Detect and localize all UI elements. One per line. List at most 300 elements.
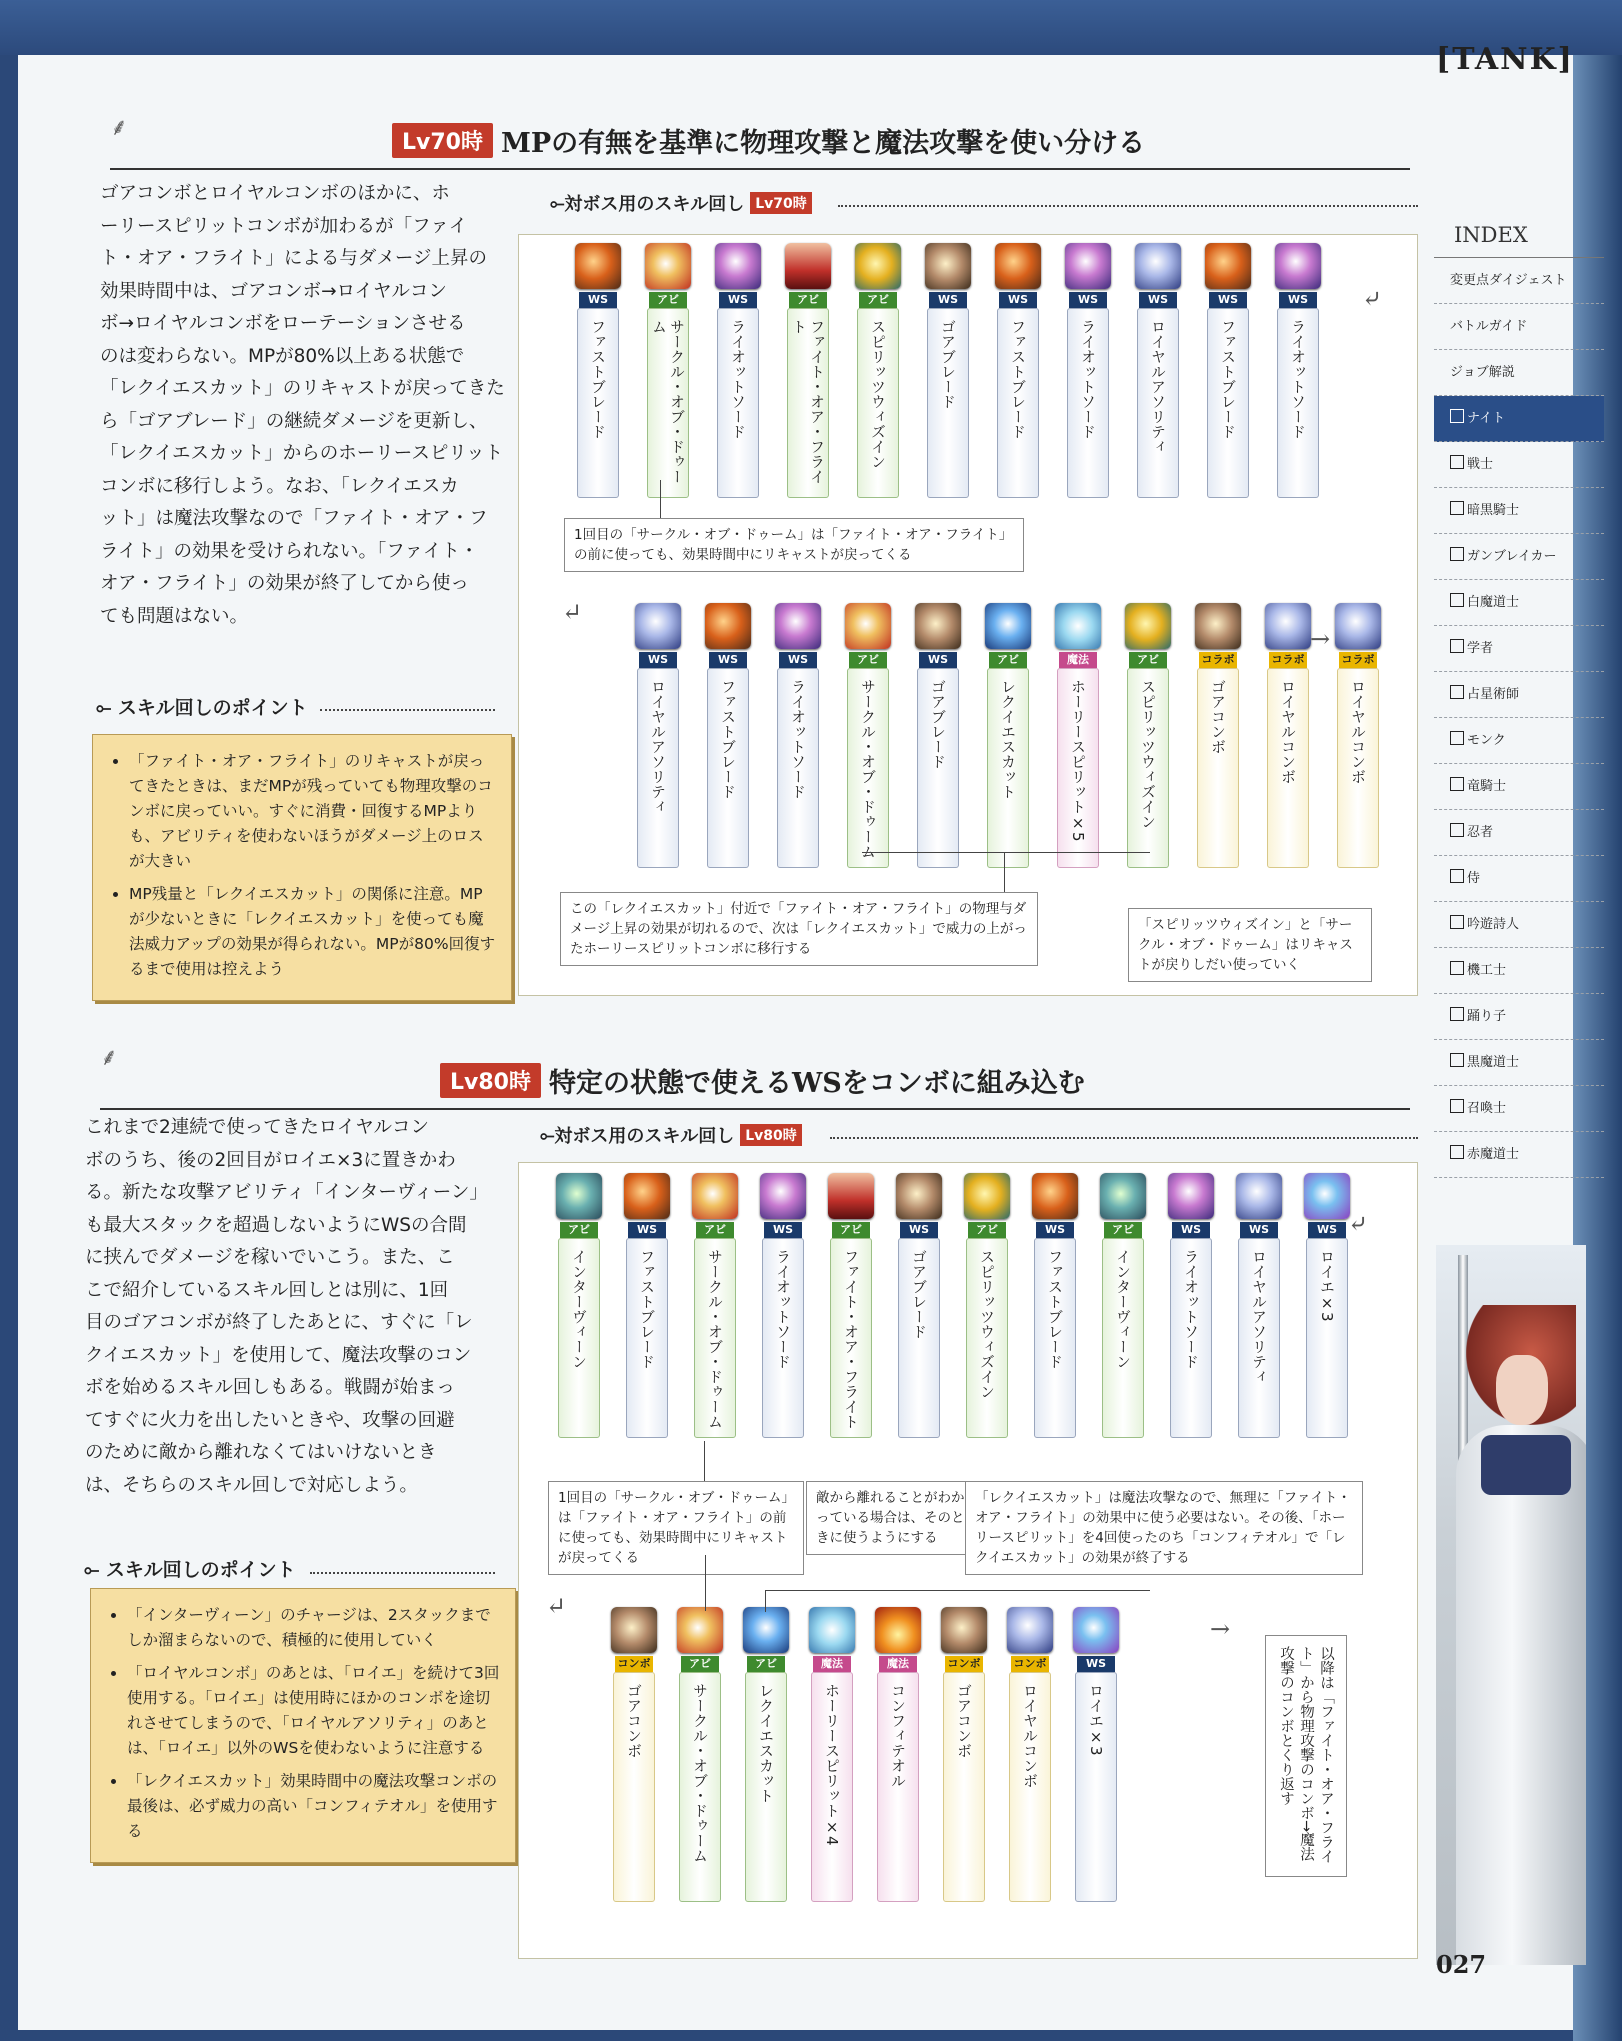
lv80-connector-1 [704,1441,705,1481]
skill-name-bar [647,308,689,498]
skill-card [572,243,624,498]
lv70-connector-3 [1004,852,1005,892]
skill-name-bar [1067,308,1109,498]
requiescat-icon [985,603,1031,649]
index-item[interactable] [1434,1132,1604,1178]
skill-name-bar [1127,668,1169,868]
skill-name: ファイト・オア・フライト [790,319,826,484]
skill-type-tag: コラボ [1199,652,1237,668]
skill-name-bar [1238,1238,1280,1438]
skill-card [1070,1607,1122,1902]
page-number: 027 [1436,1950,1487,1979]
job-icon [1450,1007,1464,1021]
skill-name: ゴアブレード [929,679,947,769]
royal-authority-icon [635,603,681,649]
skill-name: ファストブレード [1009,319,1027,439]
skill-name-bar [1306,1238,1348,1438]
skill-card [852,243,904,498]
skill-type-tag: WS [1172,1222,1210,1238]
skill-name: ロイエ×3 [1318,1249,1336,1322]
skill-card [842,603,894,868]
index-item[interactable] [1434,902,1604,948]
skill-card [1122,603,1174,868]
riot-blade-icon [760,1173,806,1219]
flourish-ornament-icon: ⸙ [110,113,128,141]
skill-name: ファストブレード [1046,1249,1064,1369]
skill-name-bar [1009,1672,1051,1902]
goring-blade-icon [896,1173,942,1219]
skill-card [1272,243,1324,498]
paragraph-line: ボのうち、後の2回目がロイエ×3に置きかわ [85,1149,456,1171]
index-item-label: バトルガイド [1450,319,1528,334]
arrow-start-icon: ↵ [546,1592,567,1620]
skill-card [1029,1173,1081,1438]
skill-name: サークル・オブ・ドゥーム [706,1249,724,1429]
goring-combo-icon [941,1607,987,1653]
atonement-icon [1073,1607,1119,1653]
paragraph-line: に挟んでダメージを稼いでいこう。また、こ [85,1247,455,1268]
skill-type-tag: WS [1069,292,1107,308]
job-icon [1450,869,1464,883]
index-item[interactable] [1434,488,1604,534]
index-item-label: ナイト [1467,411,1506,426]
job-icon [1450,777,1464,791]
skill-name-bar [694,1238,736,1438]
lv80-points-divider [310,1572,495,1575]
index-item[interactable] [1434,994,1604,1040]
index-item[interactable] [1434,856,1604,902]
skill-name: ファストブレード [589,319,607,439]
job-icon [1450,455,1464,469]
intervene-icon [1100,1173,1146,1219]
skill-card [1097,1173,1149,1438]
paragraph-line: 「レクイエスカット」からのホーリースピリット [100,443,504,464]
face-shape [1496,1355,1548,1425]
skill-name: コンフィテオル [889,1683,907,1788]
skill-type-tag: WS [1077,1656,1115,1672]
skill-type-tag: WS [1308,1222,1346,1238]
skill-card [757,1173,809,1438]
paragraph-line: る。新たな攻撃アビリティ「インターヴィーン」 [85,1182,488,1203]
skill-name-bar [830,1238,872,1438]
paragraph-line: てすぐに火力を出したいときや、攻撃の回避 [85,1409,455,1431]
skill-type-tag: アビ [1129,652,1167,668]
skill-type-tag: アビ [681,1656,719,1672]
armor-shape [1456,1425,1586,1965]
skill-type-tag: WS [779,652,817,668]
arrow-start-icon: ↵ [562,598,583,626]
skill-name-bar [927,308,969,498]
lv80-badge: Lv80時 [440,1063,541,1098]
skill-type-tag: コンボ [1011,1656,1049,1672]
index-item-label: 暗黒騎士 [1467,503,1520,518]
skill-name-bar [558,1238,600,1438]
job-icon [1450,409,1464,423]
index-item-label: 召喚士 [1467,1101,1507,1116]
lv70-divider [110,168,1410,170]
skill-type-tag: アビ [849,652,887,668]
index-item[interactable] [1434,396,1604,442]
job-icon [1450,1145,1464,1159]
job-icon [1450,823,1464,837]
lv80-final-note-text: 以降は「ファイト・オア・フライト」から物理攻撃のコンボ→魔法攻撃のコンボとくり返す [1278,1646,1334,1864]
skill-name: スピリッツウィズイン [978,1249,996,1399]
skill-card [632,603,684,868]
skill-type-tag: アビ [968,1222,1006,1238]
paragraph-line: ット」は魔法攻撃なので「ファイト・オア・フ [100,508,488,529]
skill-card [642,243,694,498]
royal-combo-icon [1335,603,1381,649]
skill-name: ゴアコンボ [625,1683,643,1758]
index-item[interactable] [1434,948,1604,994]
skill-type-tag: 魔法 [879,1656,917,1672]
skill-card [1301,1173,1353,1438]
skill-type-tag: アビ [696,1222,734,1238]
skill-type-tag: WS [900,1222,938,1238]
job-icon [1450,961,1464,975]
skill-name: ライオットソード [1079,319,1097,439]
spirits-within-icon [855,243,901,289]
skill-name: ゴアブレード [939,319,957,409]
skill-name: ファストブレード [1219,319,1237,439]
skill-name: ライオットソード [774,1249,792,1369]
skill-name-bar [1102,1238,1144,1438]
index-item[interactable] [1434,626,1604,672]
skill-card [961,1173,1013,1438]
skill-name-bar [577,308,619,498]
lv70-body-text [100,178,510,633]
page-top-border [0,0,1622,55]
point-item: • 「ファイト・オア・フライト」のリキャストが戻ってきたときは、まだMPが残っていても物理攻撃のコンボに戻っていい。すぐに消費・回復するMPよりも、アビリティを使わないほうがダメージ上のロスが大きい [129,749,497,874]
index-item-label: 忍者 [1467,825,1494,840]
paragraph-line: ト・オア・フライト」による与ダメージ上昇の [100,248,488,269]
circle-of-scorn-icon [845,603,891,649]
job-icon [1450,501,1464,515]
skill-card [674,1607,726,1902]
skill-name-bar [745,1672,787,1902]
skill-type-tag: アビ [989,652,1027,668]
skill-name: サークル・オブ・ドゥーム [691,1683,709,1863]
collar-shape [1481,1435,1571,1495]
index-list [1434,258,1604,1178]
skill-type-tag: WS [1279,292,1317,308]
skill-name-bar [943,1672,985,1902]
paragraph-line: こで紹介しているスキル回しとは別に、1回 [85,1279,449,1301]
skill-card [702,603,754,868]
skill-name: ロイヤルコンボ [1349,679,1367,784]
paragraph-line: ても問題はない。 [100,605,249,627]
lv80-body-text [85,1112,500,1502]
fast-blade-icon [575,243,621,289]
lv80-points-box [90,1588,516,1863]
lv80-callout-2: 敵から離れることがわかっている場合は、そのときに使うようにする [806,1481,976,1555]
skill-name-bar [613,1672,655,1902]
riot-blade-icon [1275,243,1321,289]
index-item-label: 機工士 [1467,963,1507,978]
lv70-rotation-divider [838,205,1418,208]
skill-name-bar [857,308,899,498]
index-item[interactable] [1434,258,1604,304]
goring-combo-icon [1195,603,1241,649]
skill-type-tag: アビ [789,292,827,308]
skill-name: ロイエ×3 [1087,1683,1105,1756]
index-item[interactable] [1434,718,1604,764]
paragraph-line: 効果時間中は、ゴアコンボ→ロイヤルコン [100,280,447,302]
skill-card [740,1607,792,1902]
lv80-callout-1: 1回目の「サークル・オブ・ドゥーム」は「ファイト・オア・フライト」の前に使っても、効果時間中にリキャストが戻ってくる [548,1481,804,1575]
skill-name: ライオットソード [1289,319,1307,439]
skill-type-tag: コラボ [1269,652,1307,668]
lv80-rotation-heading: ⟜ 対ボス用のスキル回し Lv80時 [540,1122,802,1148]
skill-type-tag: アビ [560,1222,598,1238]
paladin-character-illustration [1436,1245,1586,1965]
index-item[interactable] [1434,672,1604,718]
fast-blade-icon [995,243,1041,289]
skill-name-bar [917,668,959,868]
index-item[interactable] [1434,1040,1604,1086]
skill-card [825,1173,877,1438]
paragraph-line: も最大スタックを超過しないようにWSの合間 [85,1214,467,1236]
lv70-connector-1 [660,480,661,520]
skill-card [553,1173,605,1438]
skill-name-bar [877,1672,919,1902]
skill-name: ライオットソード [729,319,747,439]
holy-spirit-icon [1055,603,1101,649]
job-icon [1450,593,1464,607]
paragraph-line: ボ→ロイヤルコンボをローテーションさせる [100,313,466,334]
spirits-within-icon [964,1173,1010,1219]
skill-card [689,1173,741,1438]
skill-name: ファストブレード [719,679,737,799]
skill-card [922,243,974,498]
skill-name-bar [762,1238,804,1438]
skill-name-bar [777,668,819,868]
point-item: • 「インターヴィーン」のチャージは、2スタックまでしか溜まらないので、積極的に使用していく [127,1603,501,1653]
skill-type-tag: WS [1209,292,1247,308]
skill-name-bar [1075,1672,1117,1902]
skill-name: スピリッツウィズイン [869,319,887,469]
skill-name: ファイト・オア・フライト [842,1249,860,1429]
skill-card [621,1173,673,1438]
index-item[interactable] [1434,350,1604,396]
skill-name: サークル・オブ・ドゥーム [859,679,877,859]
index-item[interactable] [1434,534,1604,580]
skill-name: ホーリースピリット×4 [823,1683,841,1846]
skill-type-tag: WS [1240,1222,1278,1238]
riot-blade-icon [775,603,821,649]
fast-blade-icon [624,1173,670,1219]
skill-name: ゴアブレード [910,1249,928,1339]
skill-name: ファストブレード [638,1249,656,1369]
lv70-callout-3: 「スピリッツウィズイン」と「サークル・オブ・ドゥーム」はリキャストが戻りしだい使っていく [1128,908,1372,982]
confiteor-icon [875,1607,921,1653]
skill-type-tag: アビ [859,292,897,308]
skill-name-bar [1137,308,1179,498]
skill-name: ライオットソード [789,679,807,799]
spirits-within-icon [1125,603,1171,649]
atonement-icon [1304,1173,1350,1219]
index-item-label: 竜騎士 [1467,779,1507,794]
skill-card [1004,1607,1056,1902]
index-item-label: 侍 [1467,871,1481,886]
skill-name: ロイヤルアソリティ [1149,319,1167,454]
skill-card [938,1607,990,1902]
index-item[interactable] [1434,442,1604,488]
paragraph-line: のために敵から離れなくてはいけないとき [85,1442,437,1463]
skill-card [608,1607,660,1902]
skill-name-bar [1207,308,1249,498]
index-item-label: 黒魔道士 [1467,1055,1520,1070]
lv70-points-box [92,734,512,1001]
lv80-connector-2 [705,1555,706,1611]
index-item[interactable] [1434,580,1604,626]
arrow-right-icon: → [1310,625,1331,653]
paragraph-line: ライト」の効果を受けられない。「ファイト・ [100,540,479,562]
skill-card [1332,603,1384,868]
index-item[interactable] [1434,764,1604,810]
index-item[interactable] [1434,1086,1604,1132]
lv80-rotation-divider [830,1137,1418,1140]
skill-type-tag: WS [999,292,1037,308]
goring-blade-icon [925,243,971,289]
lv70-points-divider [320,709,495,712]
skill-card [872,1607,924,1902]
fight-or-flight-icon [785,243,831,289]
circle-of-scorn-icon [645,243,691,289]
job-icon [1450,547,1464,561]
lv80-points-heading: ⟜ スキル回しのポイント [84,1559,296,1581]
section-tag: [TANK] [1436,42,1574,77]
paragraph-line: 「レクイエスカット」のリキャストが戻ってきた [100,378,505,399]
skill-type-tag: アビ [832,1222,870,1238]
lv70-connector-2 [862,852,1150,853]
lv70-badge: Lv70時 [392,123,493,158]
index-item-label: 学者 [1467,641,1494,656]
point-item: • MP残量と「レクイエスカット」の関係に注意。MPが少ないときに「レクイエスカット」を使っても魔法威力アップの効果が得られない。MPが80%回復するまで使用は控えよう [129,882,497,982]
skill-name: インターヴィーン [1114,1249,1132,1369]
index-item-label: 吟遊詩人 [1467,917,1520,932]
paragraph-line: クイエスカット」を使用して、魔法攻撃のコン [85,1344,472,1366]
skill-card [1233,1173,1285,1438]
index-item[interactable] [1434,304,1604,350]
fight-or-flight-icon [828,1173,874,1219]
skill-name: ロイヤルコンボ [1279,679,1297,784]
lv80-header [440,1058,1085,1102]
job-icon [1450,1099,1464,1113]
skill-name-bar [1034,1238,1076,1438]
index-item-label: 占星術師 [1467,687,1520,702]
skill-name-bar [811,1672,853,1902]
skill-name-bar [1197,668,1239,868]
skill-type-tag: 魔法 [813,1656,851,1672]
skill-name: ロイヤルアソリティ [649,679,667,814]
index-item[interactable] [1434,810,1604,856]
skill-name-bar [1057,668,1099,868]
circle-of-scorn-icon [692,1173,738,1219]
flourish-ornament-icon: ⸙ [100,1043,118,1071]
royal-combo-icon [1007,1607,1053,1653]
point-item: • 「レクイエスカット」効果時間中の魔法攻撃コンボの最後は、必ず威力の高い「コンフィテオル」を使用する [127,1769,501,1844]
lv70-callout-2: この「レクイエスカット」付近で「ファイト・オア・フライト」の物理与ダメージ上昇の効果が切れるので、次は「レクイエスカット」で威力の上がったホーリースピリットコンボに移行する [560,892,1038,966]
skill-type-tag: アビ [747,1656,785,1672]
lv70-callout-1: 1回目の「サークル・オブ・ドゥーム」は「ファイト・オア・フライト」の前に使っても、効果時間中にリキャストが戻ってくる [564,518,1024,572]
job-icon [1450,1053,1464,1067]
skill-name: ライオットソード [1182,1249,1200,1369]
skill-name-bar [707,668,749,868]
lv70-rotation-heading: ⟜ 対ボス用のスキル回し Lv70時 [550,190,812,216]
requiescat-icon [743,1607,789,1653]
arrow-return-icon: ⤶ [1348,1210,1369,1238]
riot-blade-icon [715,243,761,289]
paragraph-line: 目のゴアコンボが終了したあとに、すぐに「レ [85,1312,473,1333]
skill-name-bar [787,308,829,498]
skill-card [893,1173,945,1438]
job-icon [1450,639,1464,653]
riot-blade-icon [1065,243,1111,289]
skill-name: ホーリースピリット×5 [1069,679,1087,842]
goring-blade-icon [915,603,961,649]
skill-name: ゴアコンボ [955,1683,973,1758]
skill-name-bar [1170,1238,1212,1438]
skill-card [1192,603,1244,868]
skill-type-tag: コンボ [945,1656,983,1672]
skill-card [1062,243,1114,498]
skill-type-tag: WS [628,1222,666,1238]
paragraph-line: ーリースピリットコンボが加わるが「ファイ [100,215,468,237]
royal-combo-icon [1265,603,1311,649]
lv70-title: MPの有無を基準に物理攻撃と魔法攻撃を使い分ける [500,127,1146,159]
fast-blade-icon [705,603,751,649]
skill-name: ロイヤルアソリティ [1250,1249,1268,1384]
lv70-header [392,118,1145,162]
skill-card [782,243,834,498]
skill-card [712,243,764,498]
job-icon [1450,731,1464,745]
skill-type-tag: WS [579,292,617,308]
skill-name-bar [626,1238,668,1438]
skill-name: インターヴィーン [570,1249,588,1369]
index-item-label: モンク [1467,733,1506,748]
skill-card [992,243,1044,498]
index-title: INDEX [1434,215,1604,258]
point-item: • 「ロイヤルコンボ」のあとは、「ロイエ」を続けて3回使用する。「ロイエ」は使用時にほかのコンボを途切れさせてしまうので、「ロイヤルアソリティ」のあとは、「ロイエ」以外のWSを使わないように注意する [127,1661,501,1761]
index-item-label: 戦士 [1467,457,1494,472]
skill-name-bar [637,668,679,868]
skill-type-tag: アビ [1104,1222,1142,1238]
skill-card [1262,603,1314,868]
skill-card [1165,1173,1217,1438]
skill-name-bar [966,1238,1008,1438]
skill-name-bar [679,1672,721,1902]
skill-card [772,603,824,868]
skill-type-tag: WS [919,652,957,668]
skill-card [1202,243,1254,498]
skill-name: レクイエスカット [757,1683,775,1803]
royal-authority-icon [1135,243,1181,289]
index-sidebar [1434,215,1604,1178]
skill-type-tag: WS [764,1222,802,1238]
paragraph-line: コンボに移行しよう。なお、「レクイエスカ [100,475,459,497]
skill-name-bar [898,1238,940,1438]
paragraph-line: ボを始めるスキル回しもある。戦闘が始まっ [85,1377,455,1398]
skill-name-bar [717,308,759,498]
skill-type-tag: WS [639,652,677,668]
fast-blade-icon [1205,243,1251,289]
job-icon [1450,685,1464,699]
skill-card [1132,243,1184,498]
index-item-label: 白魔道士 [1467,595,1520,610]
skill-name-bar [1277,308,1319,498]
